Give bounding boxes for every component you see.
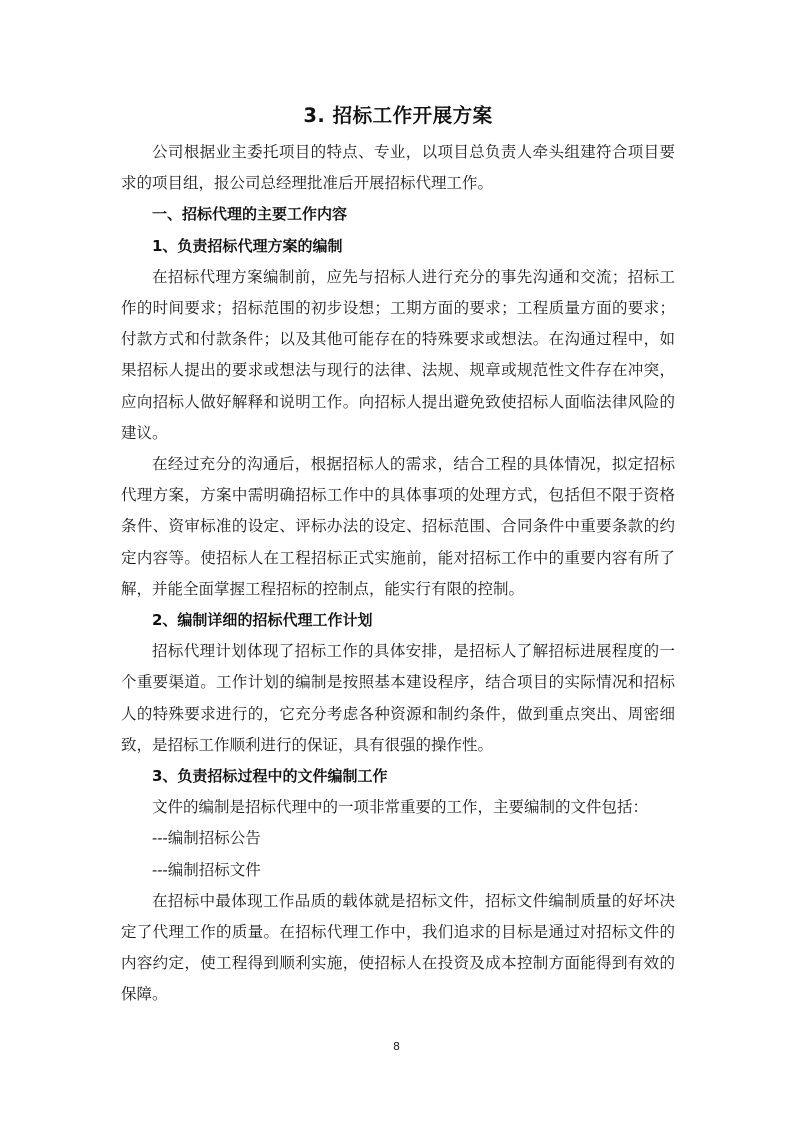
- subsection-1-paragraph-2: 在经过充分的沟通后，根据招标人的需求，结合工程的具体情况，拟定招标代理方案，方案中需明确招标工作中的具体事项的处理方式，包括但不限于资格条件、资审标准的设定、评标办法的设定、招标范围、合同条件中重要条款的约定内容等。使招标人在工程招标正式实施前，能对招标工作中的重要内容有所了解，并能全面掌握工程招标的控制点，能实行有限的控制。: [121, 455, 675, 598]
- page-title: 3. 招标工作开展方案: [303, 104, 493, 127]
- subsection-3-paragraph-1: 文件的编制是招标代理中的一项非常重要的工作，主要编制的文件包括：: [152, 798, 649, 817]
- section-heading: 一、招标代理的主要工作内容: [152, 205, 348, 224]
- document-list-item: ---编制招标文件: [152, 860, 261, 879]
- subsection-heading-2: 2、编制详细的招标代理工作计划: [152, 611, 373, 630]
- subsection-1-paragraph-1: 在招标代理方案编制前，应先与招标人进行充分的事先沟通和交流；招标工作的时间要求；招标范围的初步设想；工期方面的要求；工程质量方面的要求；付款方式和付款条件；以及其他可能存在的特殊要求或想法。在沟通过程中，如果招标人提出的要求或想法与现行的法律、法规、规章或规范性文件存在冲突，应向招标人做好解释和说明工作。向招标人提出避免致使招标人面临法律风险的建议。: [121, 267, 675, 442]
- subsection-3-paragraph-2: 在招标中最体现工作品质的载体就是招标文件，招标文件编制质量的好坏决定了代理工作的质量。在招标代理工作中，我们追求的目标是通过对招标文件的内容约定，使工程得到顺利实施，使招标人在投资及成本控制方面能得到有效的保障。: [121, 891, 675, 1004]
- subsection-heading-1: 1、负责招标代理方案的编制: [152, 236, 343, 255]
- page-number: 8: [393, 1040, 400, 1053]
- intro-paragraph: 公司根据业主委托项目的特点、专业，以项目总负责人牵头组建符合项目要求的项目组，报公司总经理批准后开展招标代理工作。: [121, 143, 675, 193]
- subsection-2-paragraph-1: 招标代理计划体现了招标工作的具体安排，是招标人了解招标进展程度的一个重要渠道。工作计划的编制是按照基本建设程序，结合项目的实际情况和招标人的特殊要求进行的，它充分考虑各种资源和制约条件，做到重点突出、周密细致，是招标工作顺利进行的保证，具有很强的操作性。: [121, 642, 675, 754]
- page-content: [121, 100, 675, 1011]
- document-list-item: ---编制招标公告: [152, 829, 261, 848]
- subsection-heading-3: 3、负责招标过程中的文件编制工作: [152, 767, 388, 786]
